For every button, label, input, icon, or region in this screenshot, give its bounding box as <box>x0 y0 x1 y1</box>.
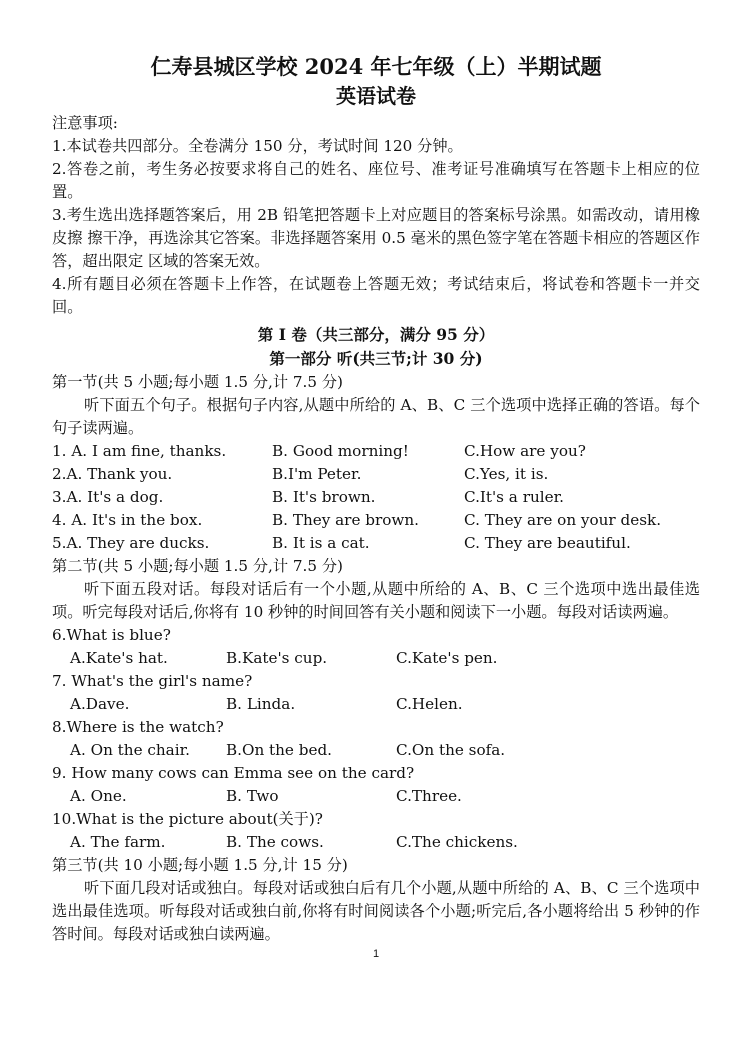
section3-heading: 第三节(共 10 小题;每小题 1.5 分,计 15 分) <box>52 856 348 874</box>
page-number: 1 <box>372 948 380 960</box>
option-b: B.I'm Peter. <box>272 465 362 483</box>
option-c: C. They are on your desk. <box>464 511 662 529</box>
option-a: A. One. <box>70 787 127 805</box>
notes-heading: 注意事项: <box>52 114 118 132</box>
option-a: 3.A. It's a dog. <box>52 488 164 506</box>
question-7-stem: 7. What's the girl's name? <box>52 672 253 690</box>
option-a: A.Dave. <box>70 695 130 713</box>
option-a: 4. A. It's in the box. <box>52 511 203 529</box>
option-a: A.Kate's hat. <box>70 649 168 667</box>
option-b: B. The cows. <box>226 833 324 851</box>
option-c: C.It's a ruler. <box>464 488 564 506</box>
section2-heading: 第二节(共 5 小题;每小题 1.5 分,计 7.5 分) <box>52 557 343 575</box>
option-c: C.How are you? <box>464 442 586 460</box>
note-item-3: 3.考生选出选择题答案后，用 2B 铅笔把答题卡上对应题目的答案标号涂黑。如需改动，请用橡皮擦 擦干净，再选涂其它答案。非选择题答案用 0.5 毫米的黑色签字笔在答题卡相应的答题区作答，超出限定 区域的答案无效。 <box>52 206 700 270</box>
option-a: A. The farm. <box>70 833 166 851</box>
option-b: B. Good morning! <box>272 442 409 460</box>
section3-instruction: 听下面几段对话或独白。每段对话或独白后有几个小题,从题中所给的 A、B、C 三个选项中选出最佳选项。听每段对话或独白前,你将有时间阅读各个小题;听完后,各小题将给出 5 秒钟的作答时间。每段对话或独白读两遍。 <box>52 879 700 943</box>
note-item-2: 2.答卷之前，考生务必按要求将自己的姓名、座位号、准考证号准确填写在答题卡上相应的位置。 <box>52 160 700 201</box>
question-2 <box>52 463 700 486</box>
question-4 <box>52 509 700 532</box>
section1-heading: 第一节(共 5 小题;每小题 1.5 分,计 7.5 分) <box>52 373 343 391</box>
option-b: B. They are brown. <box>272 511 419 529</box>
note-item-1: 1.本试卷共四部分。全卷满分 150 分，考试时间 120 分钟。 <box>52 137 463 155</box>
option-c: C.Kate's pen. <box>396 649 498 667</box>
question-9-stem: 9. How many cows can Emma see on the card? <box>52 764 415 782</box>
question-10-options <box>52 831 700 854</box>
question-6-stem: 6.What is blue? <box>52 626 171 644</box>
question-8-stem: 8.Where is the watch? <box>52 718 224 736</box>
option-b: B. It is a cat. <box>272 534 370 552</box>
option-b: B.On the bed. <box>226 741 333 759</box>
question-1 <box>52 440 700 463</box>
option-c: C. They are beautiful. <box>464 534 631 552</box>
option-a: 2.A. Thank you. <box>52 465 173 483</box>
option-c: C.Helen. <box>396 695 463 713</box>
option-c: C.On the sofa. <box>396 741 506 759</box>
option-a: 1. A. I am fine, thanks. <box>52 442 227 460</box>
option-b: B. Two <box>226 787 279 805</box>
exam-subtitle: 英语试卷 <box>336 84 416 108</box>
question-10-stem: 10.What is the picture about(关于)? <box>52 810 323 828</box>
question-9-options <box>52 785 700 808</box>
option-b: B. It's brown. <box>272 488 376 506</box>
question-8-options <box>52 739 700 762</box>
question-7-options <box>52 693 700 716</box>
volume-heading: 第 I 卷（共三部分，满分 95 分） <box>257 325 495 344</box>
question-3 <box>52 486 700 509</box>
option-b: B. Linda. <box>226 695 296 713</box>
question-6-options <box>52 647 700 670</box>
option-c: C.Yes, it is. <box>464 465 549 483</box>
note-item-4: 4.所有题目必须在答题卡上作答，在试题卷上答题无效；考试结束后，将试卷和答题卡一并交回。 <box>52 275 700 316</box>
part-heading: 第一部分 听(共三节;计 30 分) <box>269 349 483 368</box>
section2-instruction: 听下面五段对话。每段对话后有一个小题,从题中所给的 A、B、C 三个选项中选出最佳选项。听完每段对话后,你将有 10 秒钟的时间回答有关小题和阅读下一小题。每段对话读两遍。 <box>52 580 700 621</box>
exam-title: 仁寿县城区学校 2024 年七年级（上）半期试题 <box>150 54 602 79</box>
question-5 <box>52 532 700 555</box>
section1-instruction: 听下面五个句子。根据句子内容,从题中所给的 A、B、C 三个选项中选择正确的答语。每个句子读两遍。 <box>52 396 700 437</box>
option-a: A. On the chair. <box>70 741 191 759</box>
option-c: C.Three. <box>396 787 462 805</box>
option-b: B.Kate's cup. <box>226 649 328 667</box>
option-a: 5.A. They are ducks. <box>52 534 210 552</box>
option-c: C.The chickens. <box>396 833 518 851</box>
